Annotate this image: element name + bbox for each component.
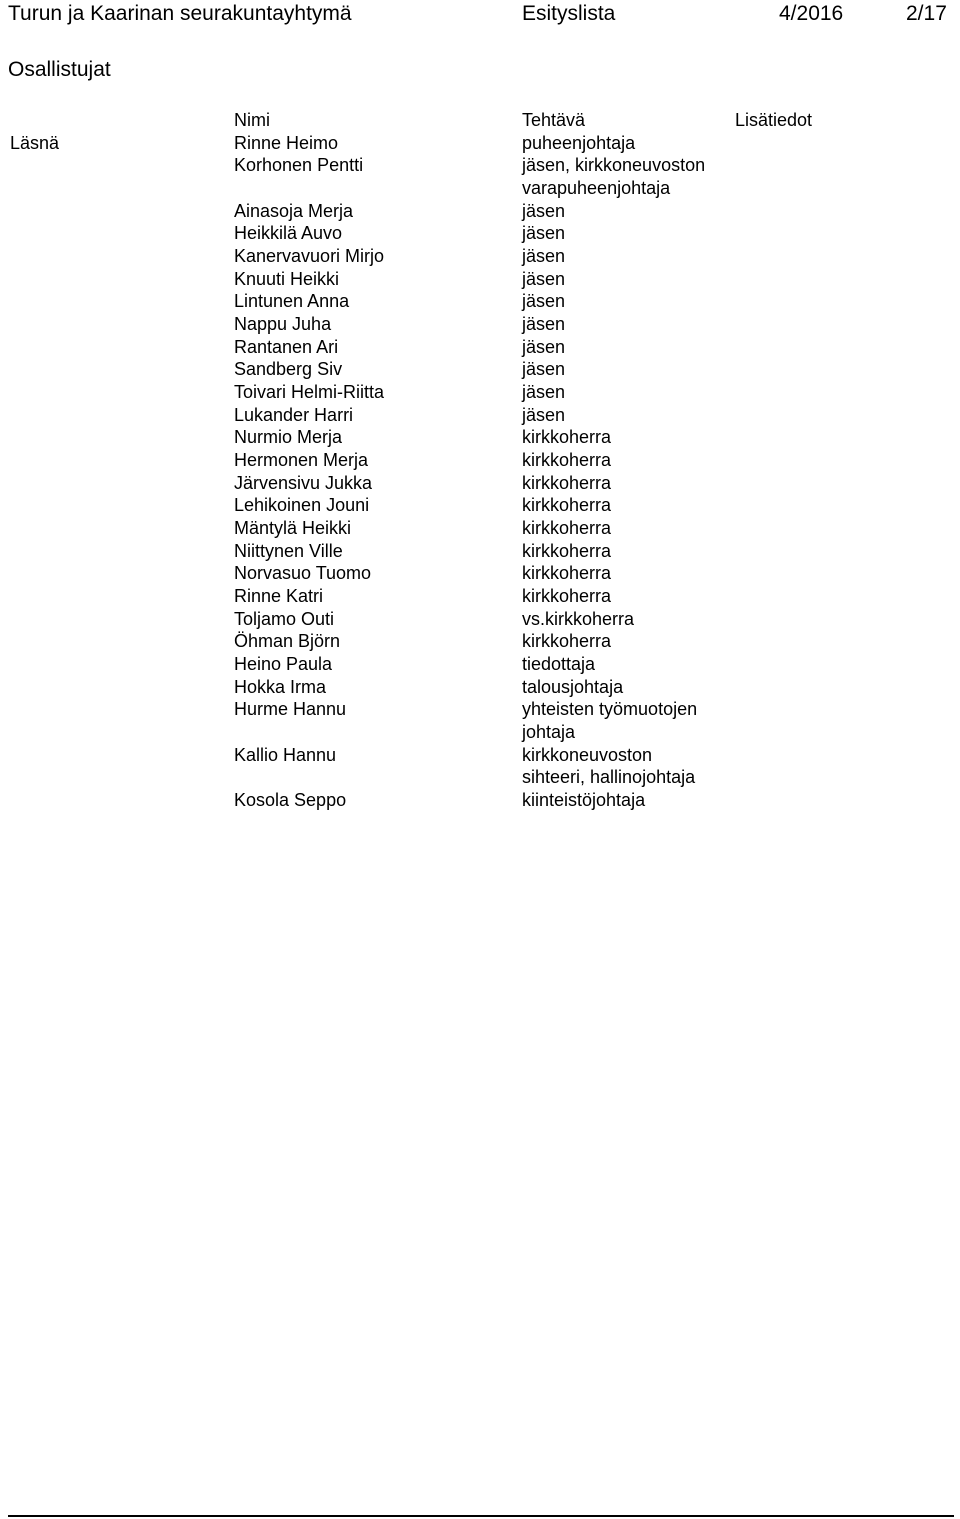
participant-role-line: kiinteistöjohtaja [522, 790, 646, 811]
table-row [0, 449, 960, 472]
table-row [0, 290, 960, 313]
organization-name: Turun ja Kaarinan seurakuntayhtymä [8, 2, 352, 25]
table-row [0, 336, 960, 359]
participant-name: Rinne Heimo [234, 132, 339, 153]
table-row [0, 132, 960, 155]
participant-role-line: jäsen [522, 246, 566, 267]
participant-name: Rantanen Ari [234, 336, 339, 357]
participant-role-line: jäsen [522, 291, 566, 312]
participant-role [522, 222, 734, 245]
participant-role [522, 358, 734, 381]
page-header [0, 0, 960, 28]
participant-name: Lehikoinen Jouni [234, 495, 370, 516]
participant-role-line: kirkkoherra [522, 518, 612, 539]
participant-role-line: yhteisten työmuotojen [522, 699, 698, 720]
participant-role-line: puheenjohtaja [522, 132, 636, 153]
participants-table [0, 109, 960, 812]
participant-role [522, 744, 734, 789]
table-row [0, 585, 960, 608]
participant-name: Norvasuo Tuomo [234, 563, 372, 584]
participant-name: Kallio Hannu [234, 744, 337, 765]
column-header-role: Tehtävä [522, 110, 586, 130]
participant-role-line: jäsen [522, 223, 566, 244]
participant-name: Rinne Katri [234, 586, 324, 607]
participant-name: Lintunen Anna [234, 291, 350, 312]
table-row [0, 630, 960, 653]
participant-role-line: tiedottaja [522, 654, 596, 675]
participant-name: Knuuti Heikki [234, 268, 340, 289]
participant-role [522, 290, 734, 313]
participant-role [522, 517, 734, 540]
participant-role-line: kirkkoherra [522, 540, 612, 561]
table-row [0, 222, 960, 245]
table-row [0, 313, 960, 336]
participant-name: Toljamo Outi [234, 608, 335, 629]
participant-role [522, 449, 734, 472]
participant-role [522, 630, 734, 653]
participant-name: Sandberg Siv [234, 359, 343, 380]
attendance-status: Läsnä [10, 132, 60, 153]
participant-role-line: jäsen [522, 382, 566, 403]
participant-role [522, 154, 734, 199]
participant-role-line: jäsen [522, 314, 566, 335]
table-row [0, 608, 960, 631]
table-row [0, 789, 960, 812]
participant-name: Hokka Irma [234, 676, 327, 697]
participant-role [522, 789, 734, 812]
footer-rule [8, 1515, 954, 1517]
participant-name: Lukander Harri [234, 404, 354, 425]
participant-name: Järvensivu Jukka [234, 472, 373, 493]
participant-name: Öhman Björn [234, 631, 341, 652]
table-row [0, 494, 960, 517]
participant-name: Nappu Juha [234, 314, 332, 335]
participant-name: Heikkilä Auvo [234, 223, 343, 244]
table-row [0, 562, 960, 585]
table-row [0, 200, 960, 223]
table-row [0, 472, 960, 495]
participant-role [522, 313, 734, 336]
participant-role-line: kirkkoherra [522, 472, 612, 493]
participant-role-line: jäsen [522, 359, 566, 380]
participant-role [522, 608, 734, 631]
participant-name: Nurmio Merja [234, 427, 343, 448]
participant-name: Toivari Helmi-Riitta [234, 382, 385, 403]
participant-role-line: sihteeri, hallinojohtaja [522, 767, 696, 788]
participant-role-line: jäsen [522, 200, 566, 221]
page-number: 2/17 [906, 2, 947, 25]
participant-role-line: johtaja [522, 722, 576, 743]
table-row [0, 404, 960, 427]
participant-role [522, 245, 734, 268]
participant-role [522, 540, 734, 563]
participant-role [522, 132, 734, 155]
participant-role-line: jäsen, kirkkoneuvoston [522, 155, 706, 176]
participant-role-line: kirkkoherra [522, 495, 612, 516]
participant-name: Niittynen Ville [234, 540, 343, 561]
participant-role-line: jäsen [522, 268, 566, 289]
participant-role [522, 698, 734, 743]
participant-role [522, 200, 734, 223]
participant-role-line: kirkkoherra [522, 427, 612, 448]
table-row [0, 358, 960, 381]
table-row [0, 676, 960, 699]
participant-role-line: kirkkoherra [522, 563, 612, 584]
table-row [0, 698, 960, 743]
participant-name: Ainasoja Merja [234, 200, 354, 221]
participant-role-line: kirkkoherra [522, 631, 612, 652]
participant-name: Korhonen Pentti [234, 155, 364, 176]
participant-role [522, 562, 734, 585]
participant-role-line: vs.kirkkoherra [522, 608, 635, 629]
table-row [0, 154, 960, 199]
document-type: Esityslista [522, 2, 616, 25]
meeting-number: 4/2016 [779, 2, 844, 25]
participant-role [522, 653, 734, 676]
participant-role [522, 426, 734, 449]
participant-role [522, 472, 734, 495]
participant-role-line: jäsen [522, 404, 566, 425]
table-row [0, 381, 960, 404]
table-row [0, 268, 960, 291]
participant-role-line: kirkkoherra [522, 450, 612, 471]
participant-role-line: kirkkoherra [522, 586, 612, 607]
participant-name: Kanervavuori Mirjo [234, 246, 385, 267]
participant-role-line: kirkkoneuvoston [522, 744, 653, 765]
participant-role [522, 676, 734, 699]
table-row [0, 426, 960, 449]
table-row [0, 517, 960, 540]
table-row [0, 245, 960, 268]
participant-name: Hermonen Merja [234, 450, 369, 471]
participant-role [522, 494, 734, 517]
participant-role [522, 585, 734, 608]
participant-role-line: varapuheenjohtaja [522, 178, 671, 199]
participant-role [522, 404, 734, 427]
table-row [0, 540, 960, 563]
column-header-info: Lisätiedot [735, 110, 813, 130]
participant-role-line: talousjohtaja [522, 676, 624, 697]
participant-role [522, 381, 734, 404]
participant-name: Kosola Seppo [234, 790, 347, 811]
participant-role-line: jäsen [522, 336, 566, 357]
participant-name: Mäntylä Heikki [234, 518, 352, 539]
table-row [0, 744, 960, 789]
participant-role [522, 336, 734, 359]
table-row [0, 653, 960, 676]
table-header-row [0, 109, 960, 132]
column-header-name: Nimi [234, 110, 270, 130]
participant-name: Hurme Hannu [234, 699, 347, 720]
participant-name: Heino Paula [234, 654, 333, 675]
section-title: Osallistujat [8, 58, 111, 81]
participant-role [522, 268, 734, 291]
